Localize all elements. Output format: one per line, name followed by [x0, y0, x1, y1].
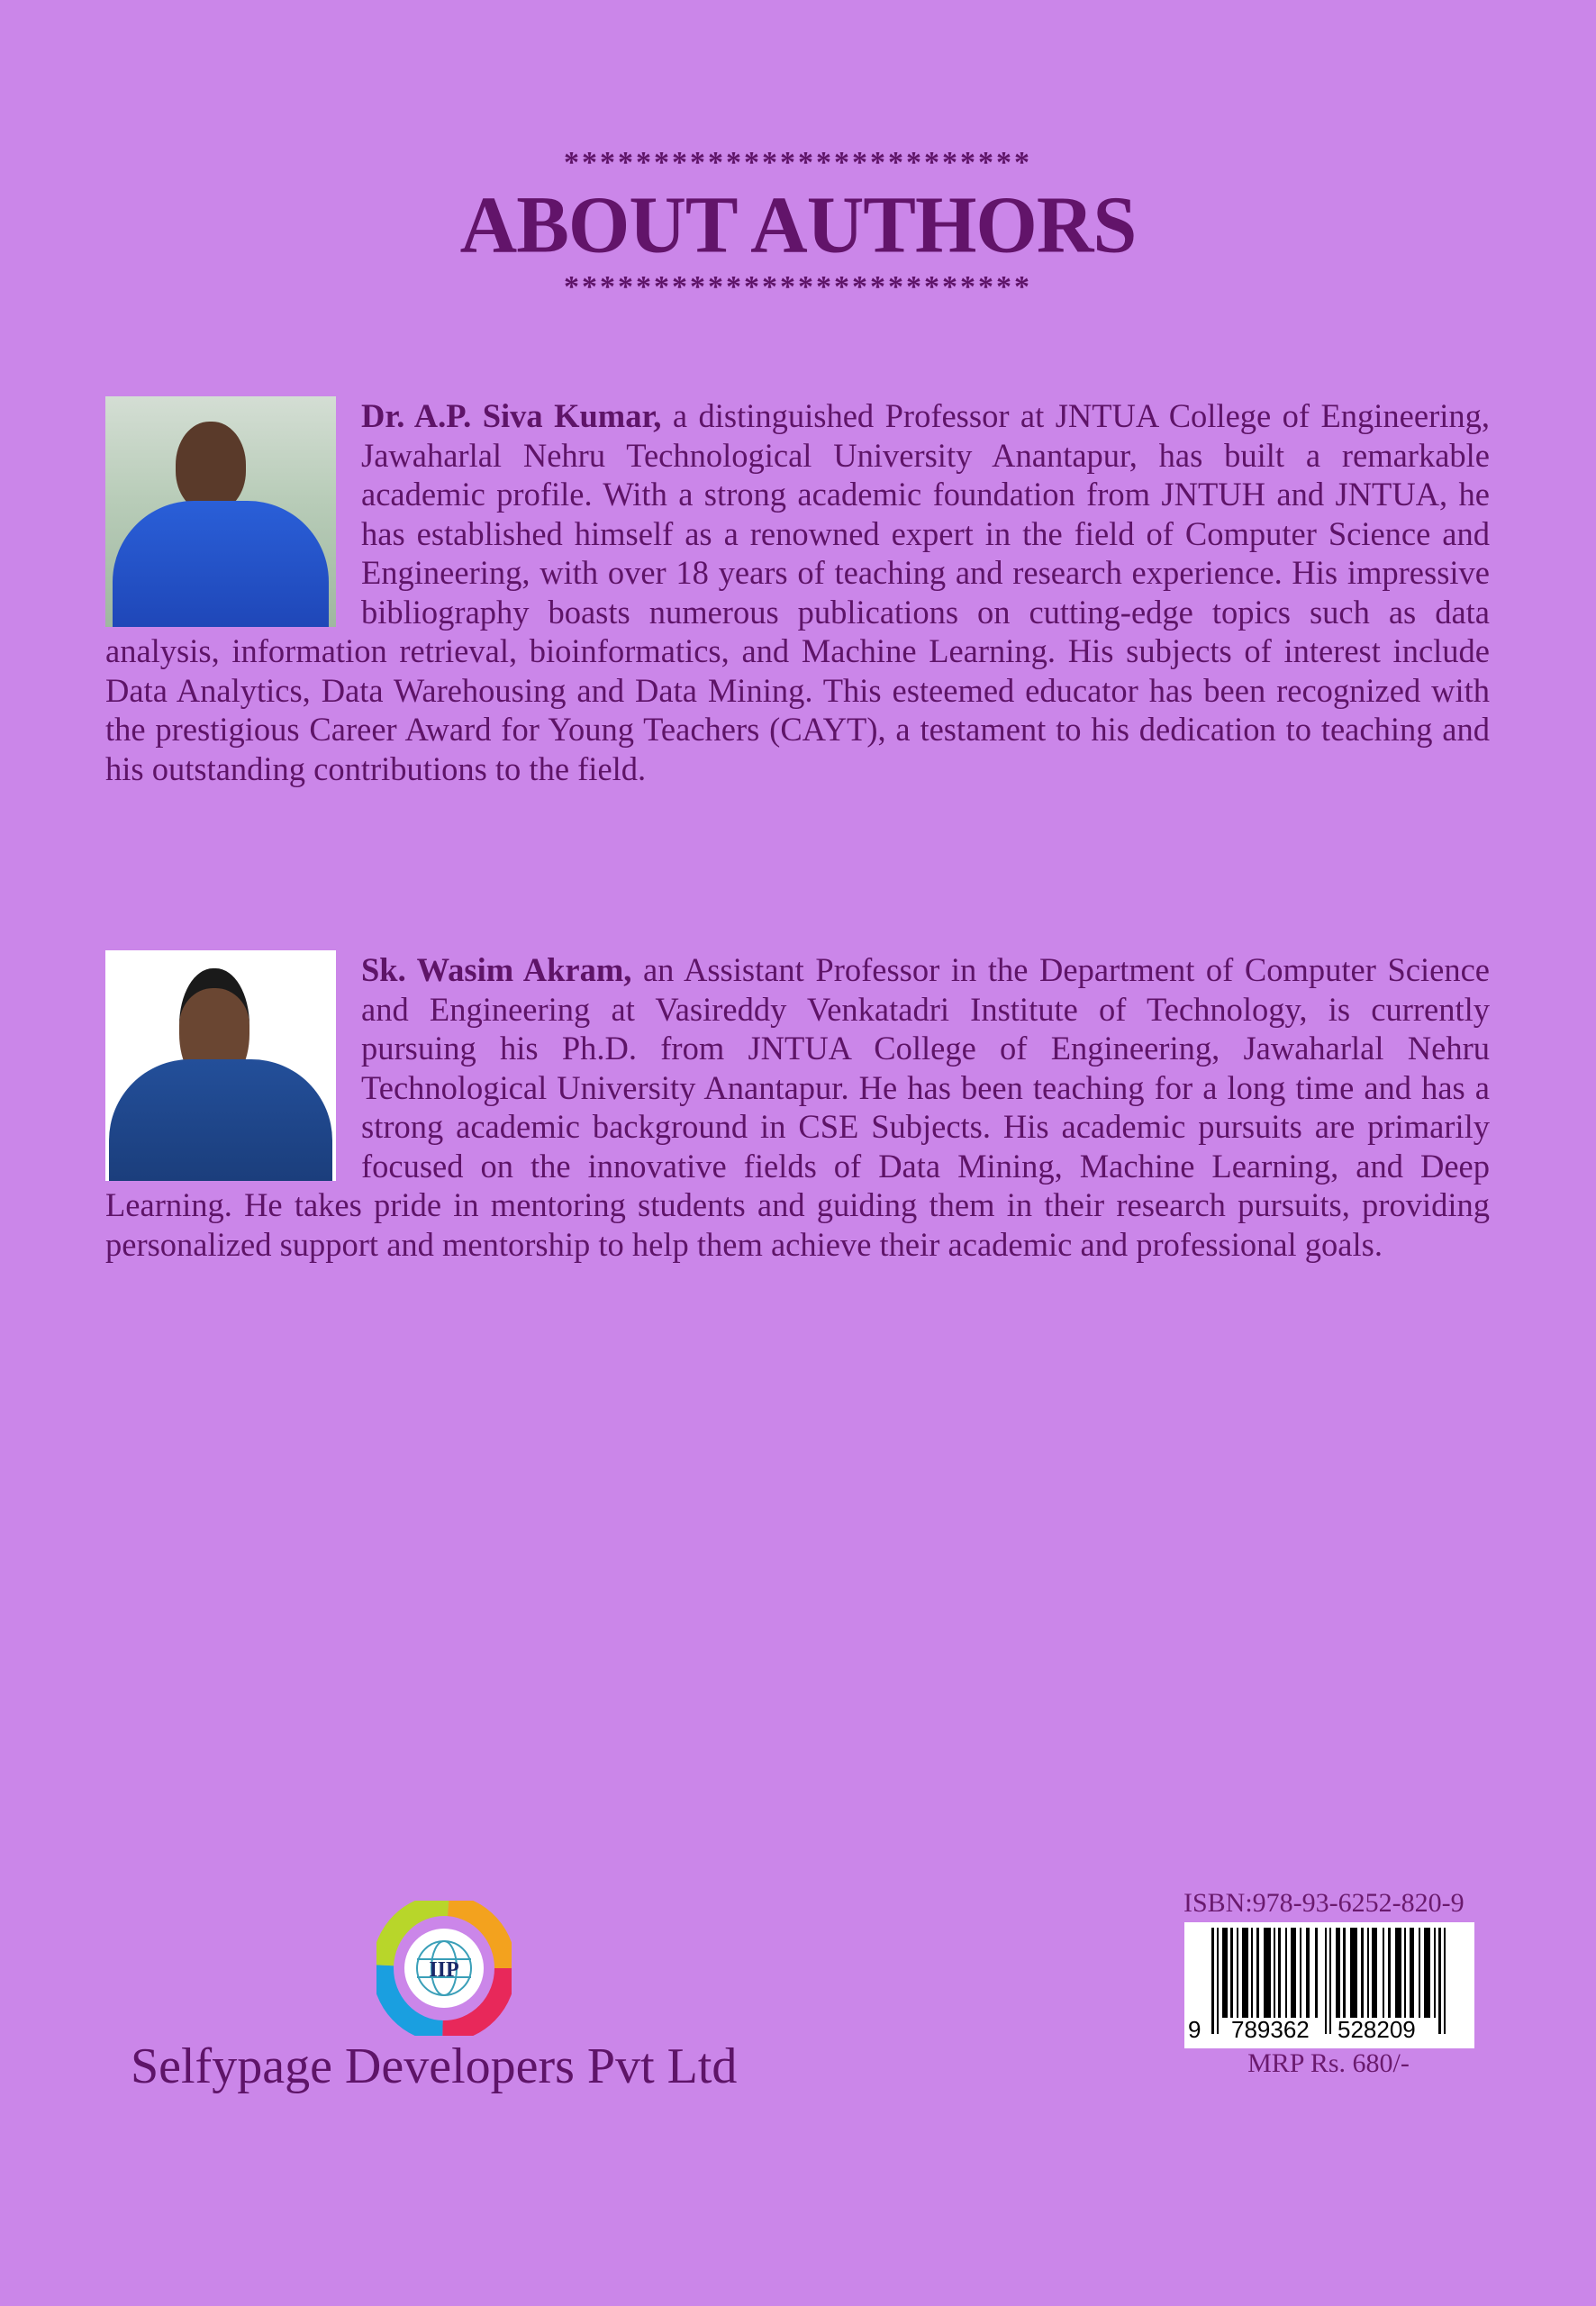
face-shape	[176, 422, 246, 512]
author-photo-2	[105, 950, 336, 1181]
isbn-barcode	[1184, 1922, 1474, 2048]
publisher-logo	[376, 1901, 512, 2036]
isbn-label: ISBN:978-93-6252-820-9	[1183, 1888, 1465, 1918]
author-bio-2	[105, 950, 1490, 1264]
author-description-2: an Assistant Professor in the Department of Computer Science and Engineering at Vasireddy Venkatadri Institute of Technology, is currently pursuing his Ph.D. from JNTUA College of Engineering, Jawaharlal Nehru Technological University Anantapur. He has been teaching for a long time and has a strong academic background in CSE Subjects. His academic pursuits are primarily focused on the innovative fields of Data Mining, Machine Learning, and Deep Learning. He takes pride in mentoring students and guiding them in their research pursuits, providing personalized support and mentorship to help them achieve their academic and professional goals.	[105, 951, 1490, 1263]
svg-text:IIP: IIP	[429, 1958, 459, 1982]
shirt-shape	[113, 501, 329, 627]
author-name-1: Dr. A.P. Siva Kumar,	[361, 397, 662, 434]
svg-text:9: 9	[1188, 2016, 1202, 2043]
price-label: MRP Rs. 680/-	[1247, 2048, 1410, 2078]
barcode-icon	[1184, 1922, 1474, 2048]
page-title: ABOUT AUTHORS	[459, 181, 1137, 270]
author-description-1: a distinguished Professor at JNTUA College of Engineering, Jawaharlal Nehru Technological University Anantapur, has built a remarkable academic profile. With a strong academic foundation from JNTUH and JNTUA, he has established himself as a renowned expert in the field of Computer Science and Engineering, with over 18 years of teaching and research experience. His impressive bibliography boasts numerous publications on cutting-edge topics such as data analysis, information retrieval, bioinformatics, and Machine Learning. His subjects of interest include Data Analytics, Data Warehousing and Data Mining. This esteemed educator has been recognized with the prestigious Career Award for Young Teachers (CAYT), a testament to his dedication to teaching and his outstanding contributions to the field.	[105, 397, 1490, 787]
shirt-shape	[109, 1059, 332, 1181]
author-photo-1	[105, 396, 336, 627]
iip-logo-icon	[376, 1901, 512, 2036]
publisher-name: Selfypage Developers Pvt Ltd	[131, 2038, 738, 2094]
svg-text:528209: 528209	[1338, 2016, 1416, 2043]
author-name-2: Sk. Wasim Akram,	[361, 951, 632, 988]
decorative-stars-bottom: **************************	[564, 270, 1032, 304]
svg-text:789362: 789362	[1231, 2016, 1310, 2043]
decorative-stars-top: **************************	[564, 146, 1032, 179]
author-bio-1	[105, 396, 1490, 788]
